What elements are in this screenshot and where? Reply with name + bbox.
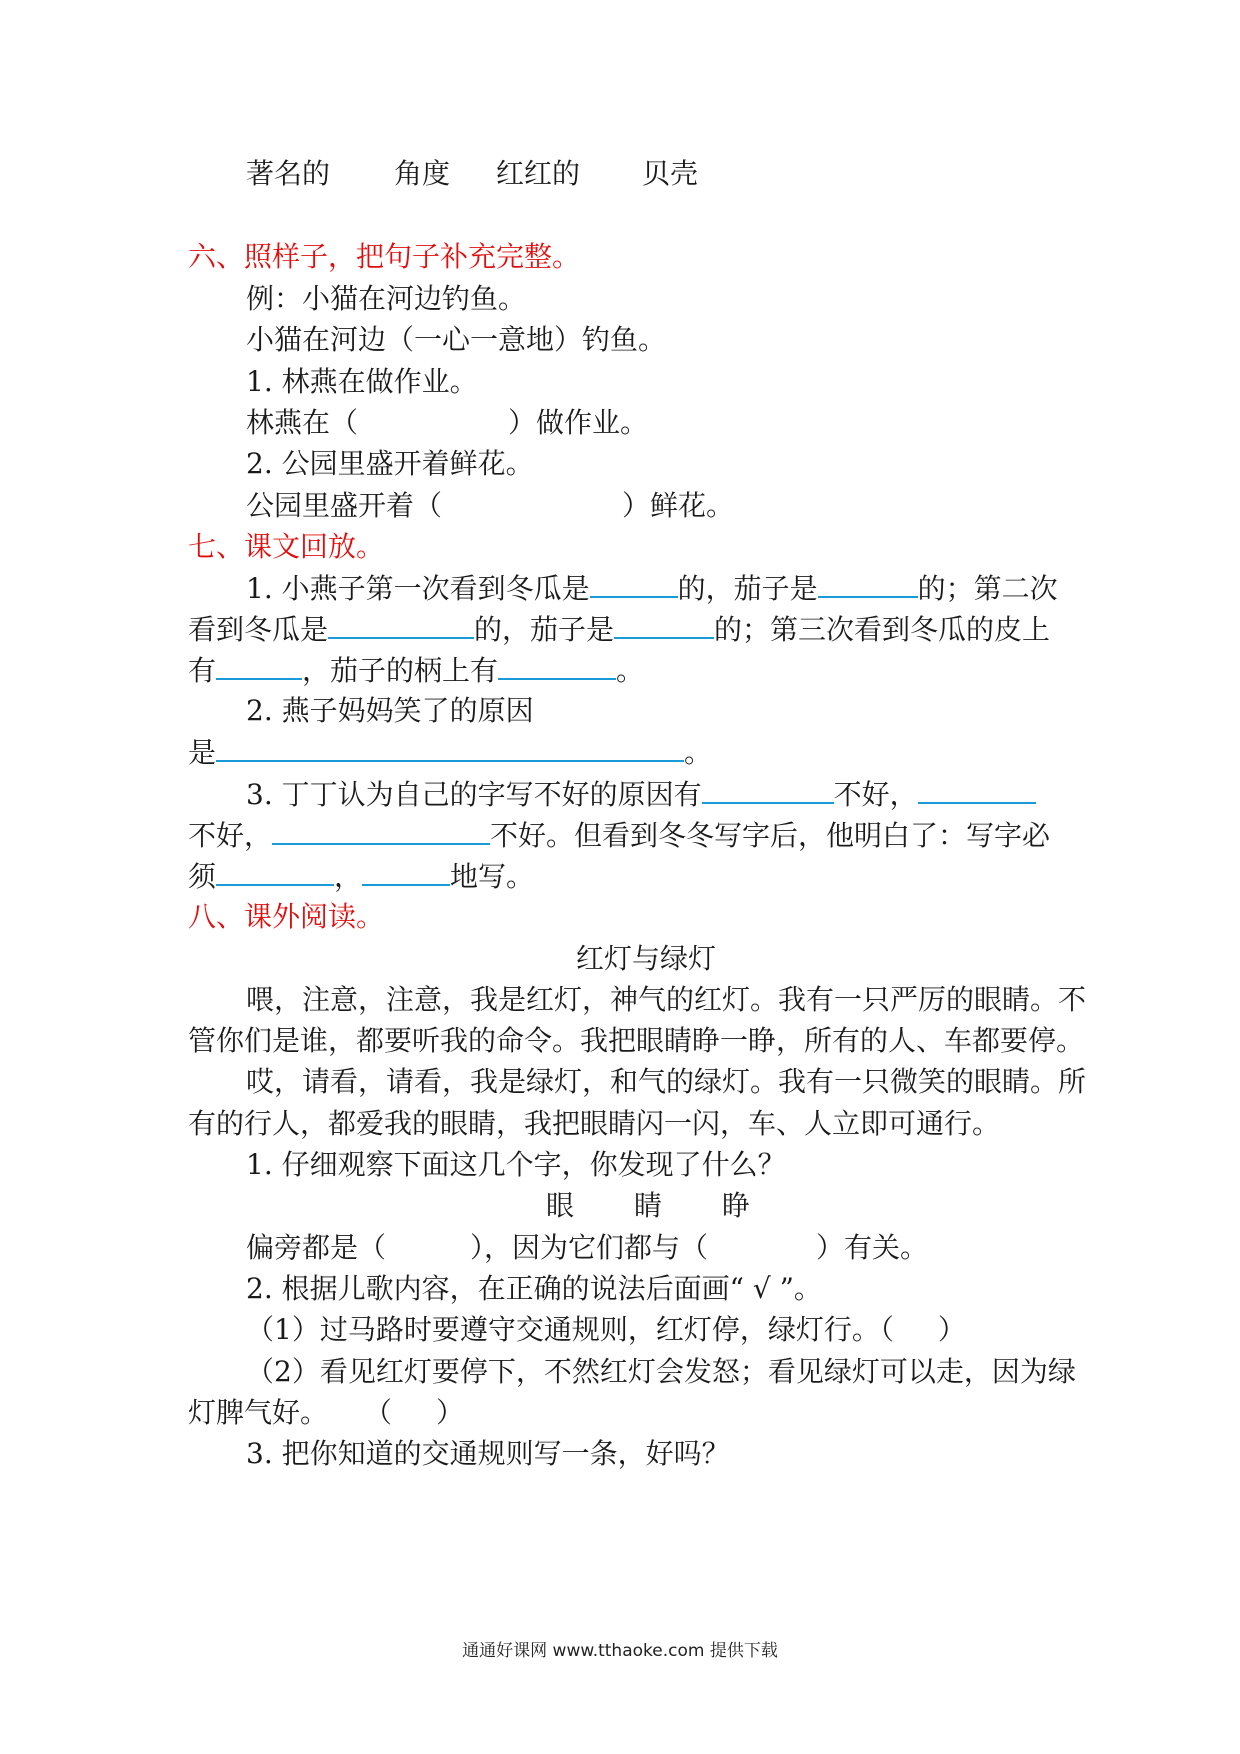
char: 睁: [722, 1189, 751, 1222]
s8-q2-item2-line2: [188, 1393, 464, 1433]
s7-q1-text: 。: [616, 654, 645, 687]
s8-q2-item1-paren-close: ）: [937, 1313, 966, 1346]
s6-q2: 2. 公园里盛开着鲜花。: [246, 447, 534, 480]
s6-q1-text-b: ）做作业。: [508, 406, 649, 439]
s7-q3-text: 不好，: [188, 819, 273, 852]
blank[interactable]: [590, 568, 678, 598]
blank[interactable]: [818, 568, 918, 598]
top-word: 贝壳: [642, 157, 699, 190]
s8-q2-item2-text: 灯脾气好。: [188, 1396, 329, 1429]
footer-watermark: 通通好课网 www.tthaoke.com 提供下载: [462, 1641, 778, 1661]
char: 睛: [634, 1189, 663, 1222]
s7-q1-text: 有: [188, 654, 217, 687]
section-8-title: 八、课外阅读。: [188, 900, 385, 933]
blank[interactable]: [328, 609, 474, 639]
s7-q2-text: 是: [188, 736, 217, 769]
s6-q2-text-a: 公园里盛开着（: [246, 489, 443, 522]
s6-q2-text-b: ）鲜花。: [622, 489, 735, 522]
top-word-row: [246, 154, 699, 194]
blank[interactable]: [216, 650, 302, 680]
s7-q1-text: 的；第三次看到冬瓜的皮上: [714, 613, 1051, 646]
blank[interactable]: [918, 774, 1036, 804]
s8-q1-text: ）有关。: [816, 1231, 929, 1264]
section-6-title: 六、照样子，把句子补充完整。: [188, 240, 581, 273]
s7-q3-line2: [188, 815, 1050, 856]
s8-q2-item1-text: （1）过马路时要遵守交通规则，红灯停，绿灯行。（: [246, 1313, 894, 1346]
s7-q3-text: 地写。: [450, 860, 535, 893]
s7-q1-text: 看到冬瓜是: [188, 613, 329, 646]
s7-q3-text: 不好。但看到冬冬写字后，他明白了：写字必: [490, 819, 1051, 852]
blank[interactable]: [216, 856, 334, 886]
s7-q3-text: ，: [334, 860, 363, 893]
s8-q2: 2. 根据儿歌内容，在正确的说法后面画“ √ ”。: [246, 1272, 822, 1305]
s8-q1-answer-line: [246, 1228, 928, 1268]
s7-q1-text: ，茄子的柄上有: [302, 654, 499, 687]
blank[interactable]: [362, 856, 450, 886]
s8-q1-text: ），因为它们都与（: [470, 1231, 709, 1264]
s6-example-answer: 小猫在河边（一心一意地）钓鱼。: [246, 323, 667, 356]
s7-q3-line1: [246, 774, 1036, 815]
s7-q1-text: 的；第二次: [917, 572, 1058, 605]
s7-q1-line3: [188, 650, 644, 691]
s8-q2-item1: [246, 1310, 966, 1350]
top-word: 角度: [394, 157, 451, 190]
passage-title: 红灯与绿灯: [576, 942, 717, 975]
s7-q1-line2: [188, 609, 1050, 650]
blank[interactable]: [216, 732, 684, 762]
s7-q1-text: 1. 小燕子第一次看到冬瓜是: [246, 572, 590, 605]
s6-q1-text-a: 林燕在（: [246, 406, 359, 439]
s7-q1-text: 的，茄子是: [474, 613, 615, 646]
passage-paragraph-line: 哎，请看，请看，我是绿灯，和气的绿灯。我有一只微笑的眼睛。所: [246, 1065, 1087, 1098]
passage-paragraph-line: 有的行人，都爱我的眼睛，我把眼睛闪一闪，车、人立即可通行。: [188, 1107, 1001, 1140]
s6-example: 例：小猫在河边钓鱼。: [246, 282, 527, 315]
s7-q2-text: 。: [684, 736, 713, 769]
passage-paragraph-line: 管你们是谁，都要听我的命令。我把眼睛睁一睁，所有的人、车都要停。: [188, 1024, 1085, 1057]
passage-paragraph-line: 喂，注意，注意，我是红灯，神气的红灯。我有一只严厉的眼睛。不: [246, 983, 1087, 1016]
s7-q3-text: 3. 丁丁认为自己的字写不好的原因有: [246, 778, 702, 811]
s7-q3-line3: [188, 856, 534, 897]
s8-q2-item2-paren-open: （: [364, 1396, 393, 1429]
blank[interactable]: [498, 650, 616, 680]
s7-q3-text: 须: [188, 860, 217, 893]
s8-q2-item2-paren-close: ）: [436, 1396, 465, 1429]
s8-chars-row: [546, 1186, 751, 1226]
s7-q2-line1: 2. 燕子妈妈笑了的原因: [246, 694, 534, 727]
s7-q1-text: 的，茄子是: [677, 572, 818, 605]
s7-q1-line1: [246, 568, 1058, 609]
blank[interactable]: [272, 815, 490, 845]
s8-q1: 1. 仔细观察下面这几个字，你发现了什么？: [246, 1148, 786, 1181]
s7-q3-text: 不好，: [833, 778, 918, 811]
s8-q3: 3. 把你知道的交通规则写一条，好吗？: [246, 1437, 730, 1470]
blank[interactable]: [614, 609, 714, 639]
s8-q2-item2-line1: （2）看见红灯要停下，不然红灯会发怒；看见绿灯可以走，因为绿: [246, 1355, 1076, 1388]
top-word: 红红的: [496, 157, 581, 190]
s7-q2-line2: [188, 732, 712, 773]
section-7-title: 七、课文回放。: [188, 530, 385, 563]
s6-q1-answer-line: [246, 403, 648, 443]
s6-q1: 1. 林燕在做作业。: [246, 365, 478, 398]
char: 眼: [546, 1189, 575, 1222]
blank[interactable]: [702, 774, 834, 804]
s6-q2-answer-line: [246, 486, 734, 526]
top-word: 著名的: [246, 157, 331, 190]
s8-q1-text: 偏旁都是（: [246, 1231, 387, 1264]
